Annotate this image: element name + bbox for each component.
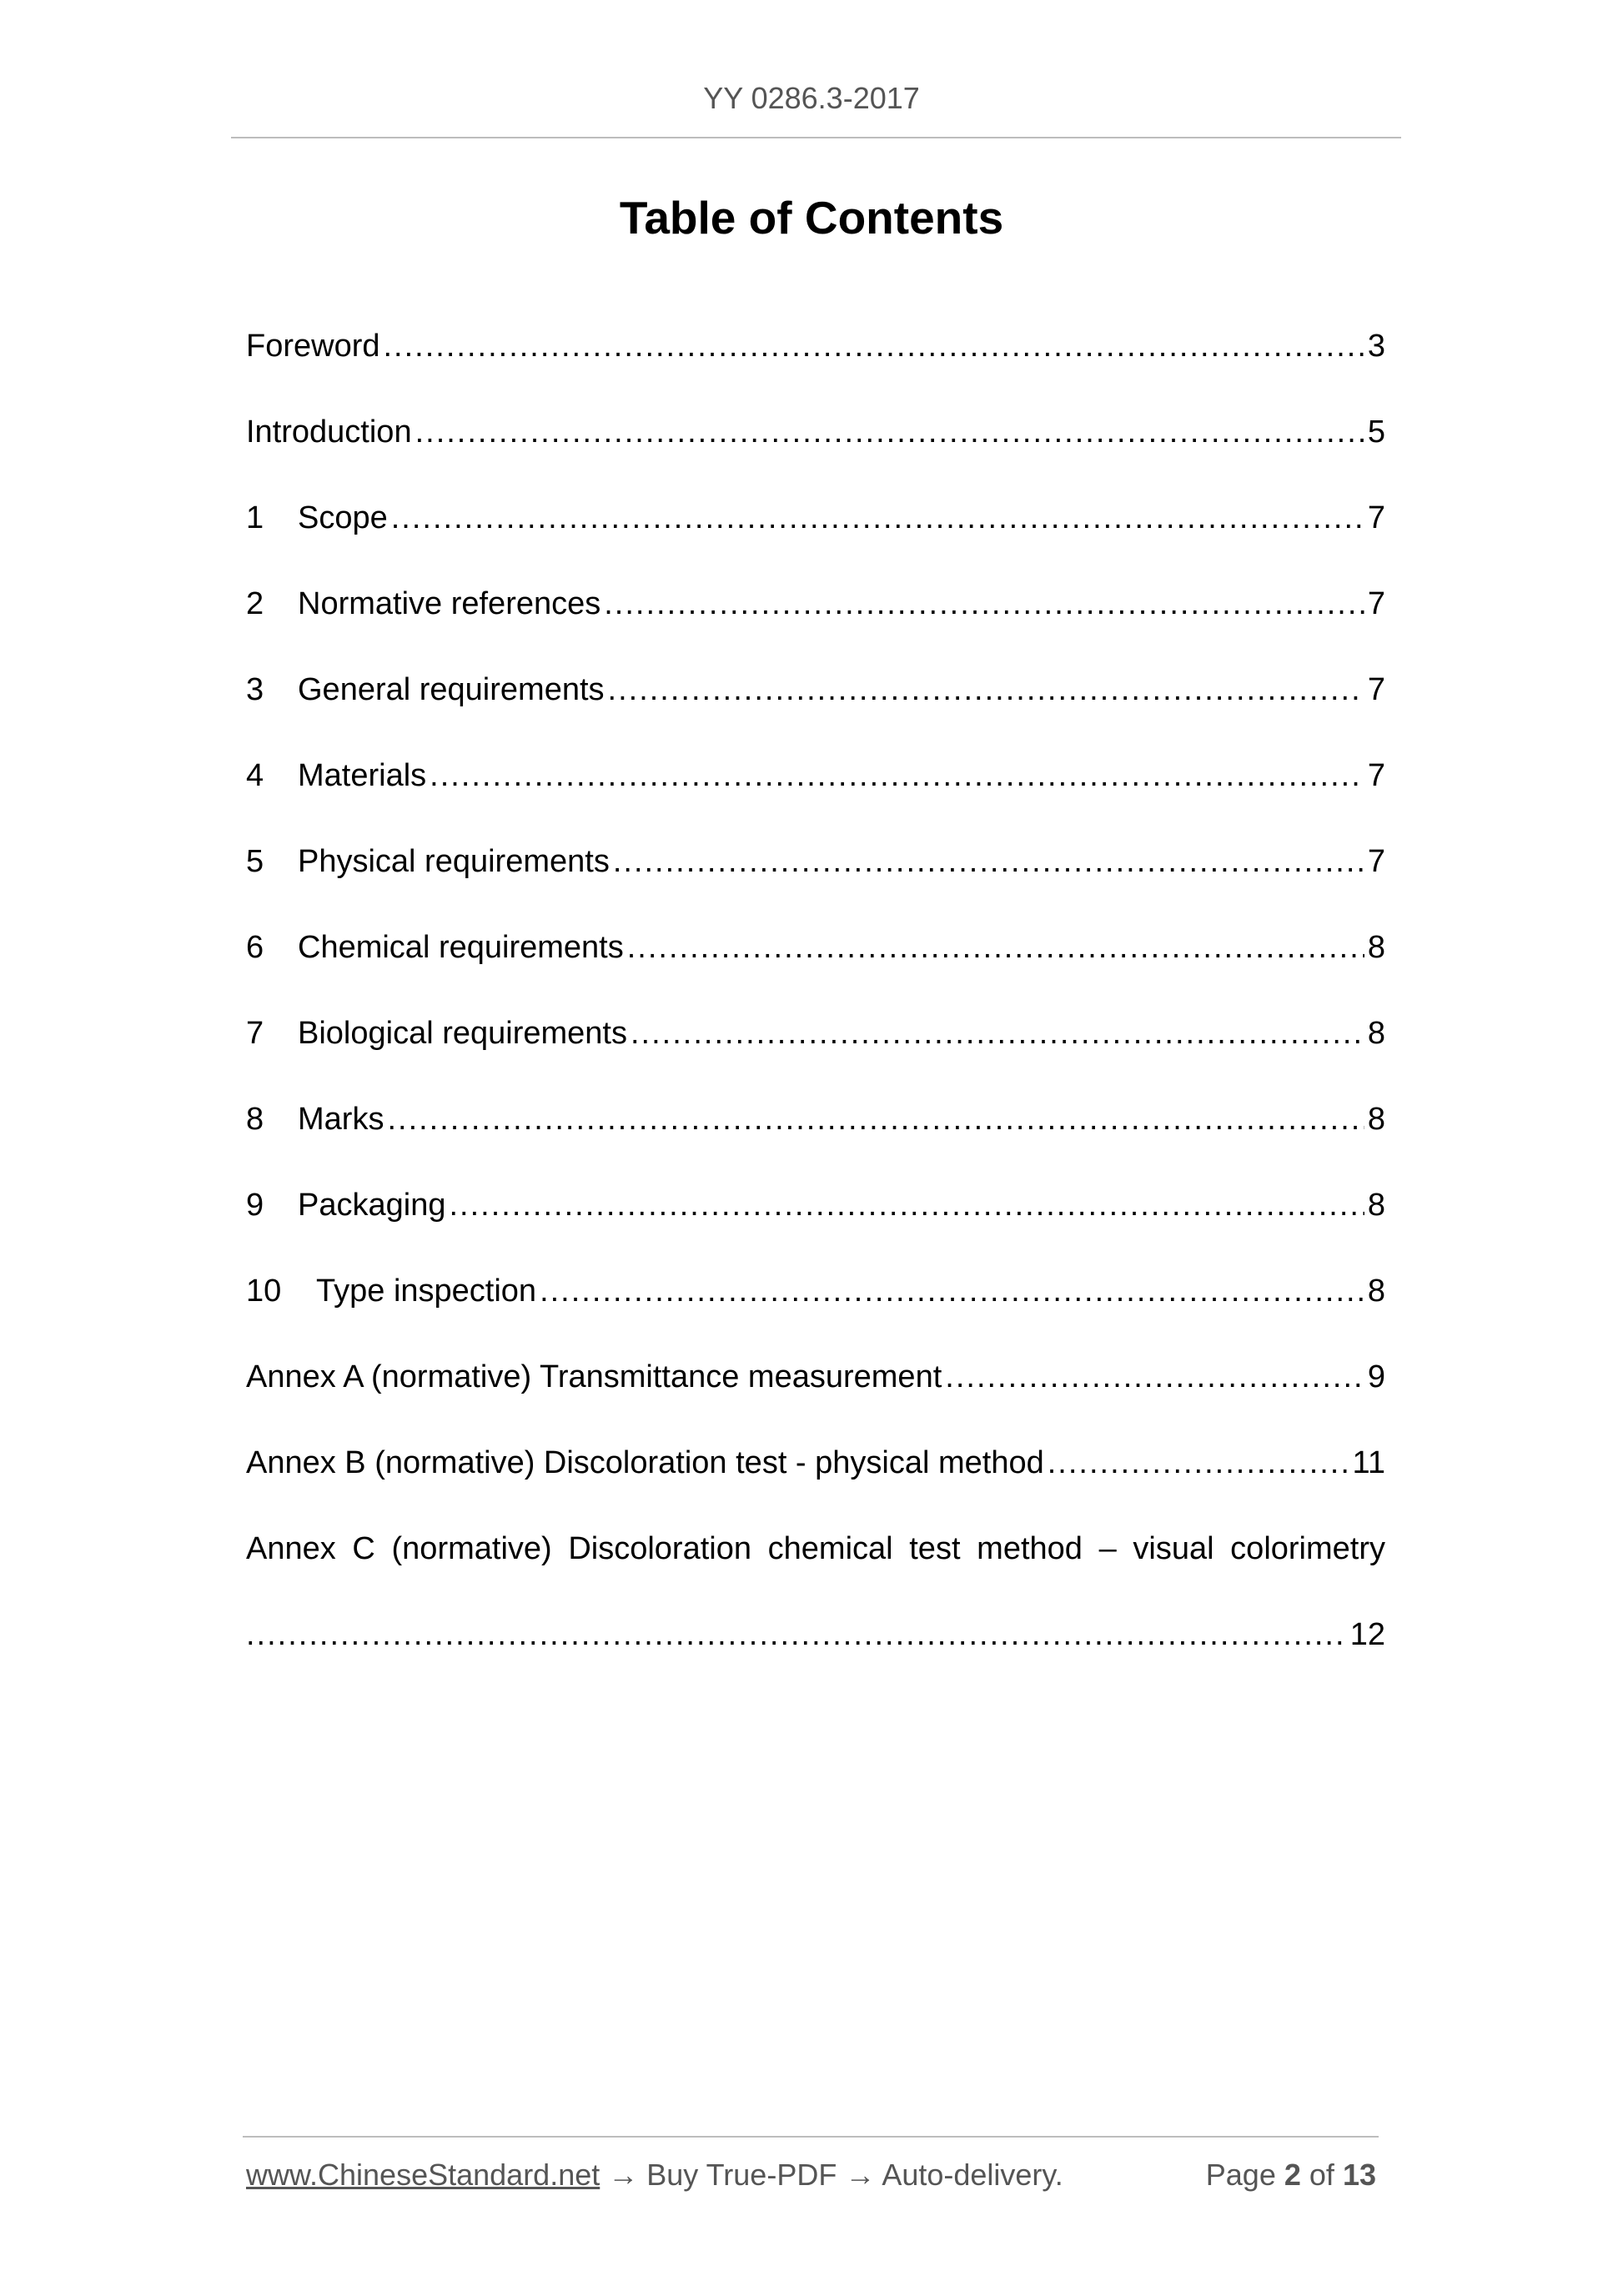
toc-entry-scope[interactable]	[246, 492, 1385, 578]
toc-entry-page: 8	[1367, 1102, 1385, 1137]
toc-dot-leader	[384, 320, 1364, 372]
toc-entry-page: 8	[1367, 1188, 1385, 1223]
toc-entry-introduction[interactable]	[246, 406, 1385, 492]
toc-entry-page: 8	[1367, 1016, 1385, 1051]
footer-tagline: → Buy True-PDF → Auto-delivery.	[600, 2158, 1063, 2192]
toc-entry-annex-b[interactable]	[246, 1437, 1385, 1523]
page-footer	[246, 2155, 1376, 2195]
toc-entry-page: 7	[1367, 844, 1385, 879]
toc-entry-chemical-requirements[interactable]	[246, 922, 1385, 1007]
toc-entry-number: 6	[246, 930, 264, 965]
toc-dot-leader	[246, 1609, 1347, 1660]
toc-entry-packaging[interactable]	[246, 1179, 1385, 1265]
toc-entry-marks[interactable]	[246, 1093, 1385, 1179]
toc-entry-annex-c-continuation[interactable]	[246, 1609, 1385, 1695]
toc-entry-number: 9	[246, 1188, 264, 1223]
toc-dot-leader	[631, 1007, 1364, 1059]
toc-entry-label: Physical requirements	[298, 844, 610, 879]
toc-entry-page: 8	[1367, 1274, 1385, 1309]
toc-entry-foreword[interactable]	[246, 320, 1385, 406]
toc-entry-label: Introduction	[246, 414, 412, 450]
toc-dot-leader	[945, 1351, 1364, 1403]
toc-entry-materials[interactable]	[246, 750, 1385, 836]
toc-entry-page: 5	[1367, 414, 1385, 450]
toc-entry-label: Annex A (normative) Transmittance measurement	[246, 1359, 942, 1394]
toc-dot-leader	[627, 922, 1364, 973]
toc-entry-page: 7	[1367, 672, 1385, 707]
toc-entry-label: Marks	[298, 1102, 384, 1137]
toc-entry-page: 7	[1367, 500, 1385, 535]
header-standard-code: YY 0286.3-2017	[703, 81, 920, 115]
toc-entry-page: 12	[1349, 1617, 1385, 1652]
toc-entry-label: Foreword	[246, 329, 380, 364]
of-word: of	[1309, 2158, 1334, 2192]
toc-entry-page: 9	[1367, 1359, 1385, 1394]
footer-divider	[243, 2136, 1379, 2138]
toc-entry-page: 3	[1367, 329, 1385, 364]
toc-entry-page: 7	[1367, 758, 1385, 793]
toc-entry-number: 2	[246, 586, 264, 621]
toc-dot-leader	[449, 1179, 1364, 1231]
toc-entry-number: 7	[246, 1016, 264, 1051]
toc-entry-label: Annex C (normative) Discoloration chemical test method – visual colorimetry	[246, 1531, 1385, 1566]
toc-entry-label: Annex B (normative) Discoloration test - physical method	[246, 1445, 1044, 1480]
toc-entry-label: Chemical requirements	[298, 930, 624, 965]
total-page-count: 13	[1342, 2158, 1376, 2192]
toc-entry-normative-references[interactable]	[246, 578, 1385, 664]
toc-entry-number: 4	[246, 758, 264, 793]
header-divider	[231, 137, 1401, 138]
current-page-number: 2	[1284, 2158, 1301, 2192]
toc-entry-label: Scope	[298, 500, 388, 535]
toc-entry-biological-requirements[interactable]	[246, 1007, 1385, 1093]
toc-entry-label: Biological requirements	[298, 1016, 627, 1051]
toc-entry-number: 1	[246, 500, 264, 535]
toc-entry-page: 8	[1367, 930, 1385, 965]
toc-entry-physical-requirements[interactable]	[246, 836, 1385, 922]
toc-entry-annex-c[interactable]	[246, 1523, 1385, 1609]
toc-entry-label: Type inspection	[316, 1274, 537, 1309]
toc-entry-page: 11	[1352, 1445, 1385, 1480]
toc-dot-leader	[391, 492, 1364, 544]
toc-entry-label: Normative references	[298, 586, 601, 621]
toc-dot-leader	[415, 406, 1364, 458]
site-link[interactable]: www.ChineseStandard.net	[246, 2158, 600, 2192]
toc-entry-annex-a[interactable]	[246, 1351, 1385, 1437]
toc-entry-label: General requirements	[298, 672, 605, 707]
toc-dot-leader	[387, 1093, 1364, 1145]
toc-dot-leader	[613, 836, 1364, 887]
toc-dot-leader	[430, 750, 1364, 801]
toc-entry-label: Materials	[298, 758, 427, 793]
toc-entry-number: 5	[246, 844, 264, 879]
toc-entry-number: 8	[246, 1102, 264, 1137]
toc-entry-number: 10	[246, 1274, 282, 1309]
page-indicator	[1206, 2155, 1376, 2195]
toc-entry-general-requirements[interactable]	[246, 664, 1385, 750]
toc-dot-leader	[608, 664, 1364, 716]
toc-entry-number: 3	[246, 672, 264, 707]
toc-entry-label: Packaging	[298, 1188, 446, 1223]
toc-dot-leader	[540, 1265, 1364, 1317]
toc-list	[246, 320, 1385, 1695]
page-word: Page	[1205, 2158, 1276, 2192]
page-title: Table of Contents	[619, 192, 1004, 244]
toc-entry-type-inspection[interactable]	[246, 1265, 1385, 1351]
toc-dot-leader	[1048, 1437, 1349, 1489]
toc-dot-leader	[604, 578, 1364, 630]
toc-entry-page: 7	[1367, 586, 1385, 621]
